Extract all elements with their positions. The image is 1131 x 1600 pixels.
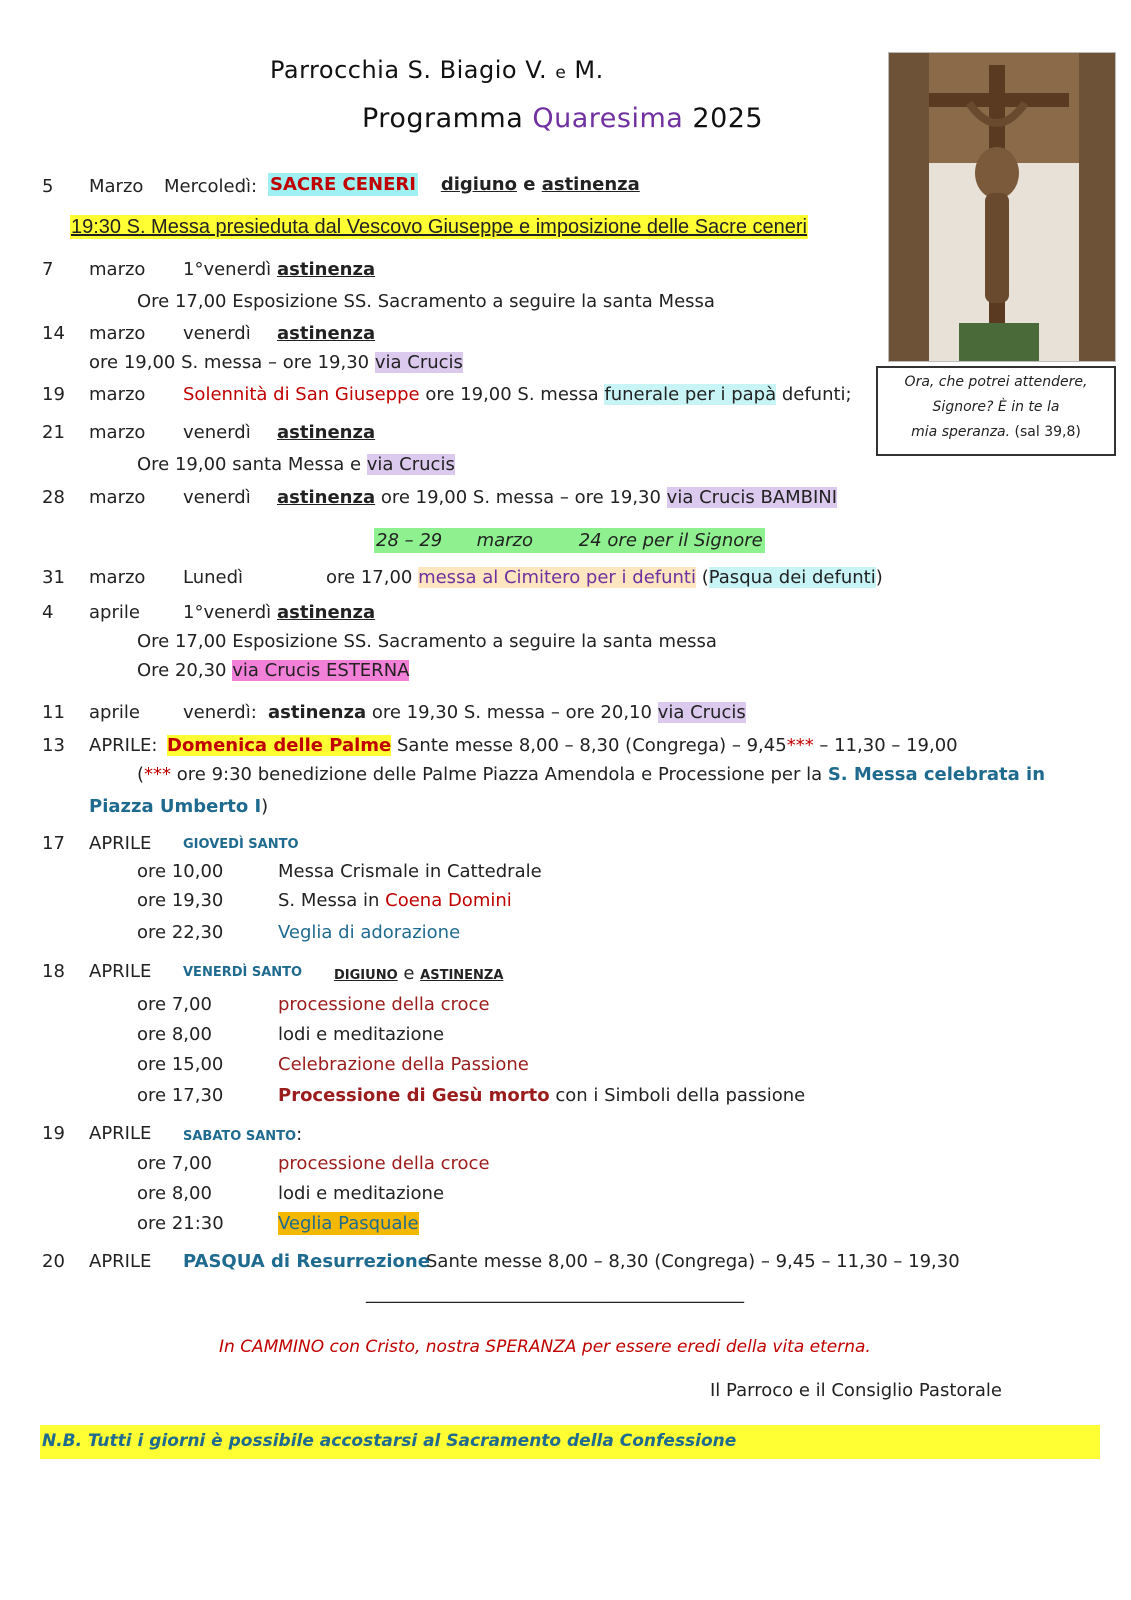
row-detail: Ore 17,00 Esposizione SS. Sacramento a seguire la santa messa xyxy=(137,631,717,652)
row-detail xyxy=(89,796,268,817)
row-events xyxy=(277,487,837,508)
messa-cimitero: messa al Cimitero per i defunti xyxy=(418,567,696,588)
program-title-text: Programma xyxy=(362,103,533,134)
detail-text: ore 9:30 benedizione delle Palme Piazza Amendola e Processione per la xyxy=(171,764,828,785)
row-day: 13 xyxy=(42,735,65,756)
quote-box xyxy=(876,366,1116,456)
item-text: processione della croce xyxy=(278,1153,490,1174)
24-ore-banner xyxy=(374,530,765,551)
row-events xyxy=(268,174,640,195)
row-month: Marzo xyxy=(89,176,144,197)
item-text: Messa Crismale in Cattedrale xyxy=(278,861,542,882)
program-title-quaresima: Quaresima xyxy=(532,103,684,134)
item-time: ore 17,30 xyxy=(137,1085,224,1106)
pasqua: PASQUA di Resurrezione xyxy=(183,1251,430,1272)
veglia-pasquale: Veglia Pasquale xyxy=(278,1213,419,1234)
venerdi-santo: VENERDÌ SANTO xyxy=(183,965,303,980)
via-crucis: via Crucis xyxy=(366,454,455,475)
astinenza: astinenza xyxy=(277,422,376,443)
motto: In CAMMINO con Cristo, nostra SPERANZA per essere eredi della vita eterna. xyxy=(219,1337,871,1357)
sabato-santo-label: SABATO SANTO xyxy=(183,1129,297,1144)
item-text xyxy=(278,890,512,911)
via-crucis: via Crucis xyxy=(374,352,463,373)
crucifix-icon xyxy=(889,53,1115,361)
detail-text: S. Messa in xyxy=(278,890,386,911)
row-day: 19 xyxy=(42,1123,65,1144)
row-month: APRILE xyxy=(89,1251,152,1272)
messa-piazza: S. Messa celebrata in xyxy=(827,764,1046,785)
conj: e xyxy=(397,963,421,984)
piazza-umberto: Piazza Umberto I xyxy=(89,796,262,817)
row-detail xyxy=(137,764,1045,785)
detail-text: Ore 20,30 xyxy=(137,660,233,681)
pasqua-defunti: Pasqua dei defunti xyxy=(708,567,876,588)
row-day: 17 xyxy=(42,833,65,854)
colon: : xyxy=(296,1124,303,1145)
signature: Il Parroco e il Consiglio Pastorale xyxy=(710,1380,1002,1401)
digiuno: DIGIUNO xyxy=(334,968,398,983)
row-day: 31 xyxy=(42,567,65,588)
item-text xyxy=(278,1085,805,1106)
row-month: APRILE xyxy=(89,961,152,982)
row-weekday: venerdì xyxy=(183,487,251,508)
row-month: APRILE xyxy=(89,1123,152,1144)
detail-text: ore 17,00 xyxy=(326,567,419,588)
row-day: 11 xyxy=(42,702,65,723)
row-weekday: venerdì: xyxy=(183,702,257,723)
asterisks: *** xyxy=(144,764,172,785)
item-time: ore 7,00 xyxy=(137,1153,212,1174)
row-month: marzo xyxy=(89,259,146,280)
row-detail: Sante messe 8,00 – 8,30 (Congrega) – 9,45 – 11,30 – 19,30 xyxy=(426,1251,960,1272)
row-day: 28 xyxy=(42,487,65,508)
detail-text: ore 19,00 S. messa – ore 19,30 xyxy=(89,352,375,373)
item-time: ore 7,00 xyxy=(137,994,212,1015)
sacre-ceneri: SACRE CENERI xyxy=(270,174,416,195)
row-detail xyxy=(89,352,463,373)
astinenza: ASTINENZA xyxy=(420,968,504,983)
item-time: ore 8,00 xyxy=(137,1183,212,1204)
via-crucis-esterna: via Crucis ESTERNA xyxy=(232,660,410,681)
item-text: Veglia di adorazione xyxy=(278,922,461,943)
row-weekday: venerdì xyxy=(183,422,251,443)
row-detail xyxy=(137,454,455,475)
parish-title xyxy=(270,56,604,84)
row-events xyxy=(268,702,746,723)
row-events xyxy=(326,567,883,588)
detail-text: ore 19,30 S. messa – ore 20,10 xyxy=(366,702,658,723)
row-weekday: 1°venerdì xyxy=(183,259,272,280)
divider-rule: __________________________________________ xyxy=(366,1283,744,1304)
row-weekday: venerdì xyxy=(183,323,251,344)
paren: ) xyxy=(875,567,883,588)
processione-gesu: Processione di Gesù morto xyxy=(278,1085,550,1106)
quote-line-2: Signore? È in te la xyxy=(932,399,1060,415)
detail-text: – 11,30 – 19,00 xyxy=(813,735,958,756)
row-detail xyxy=(137,660,409,681)
item-text xyxy=(278,1213,419,1234)
via-crucis: via Crucis xyxy=(657,702,746,723)
row-detail: Ore 17,00 Esposizione SS. Sacramento a seguire la santa Messa xyxy=(137,291,715,312)
astinenza: astinenza xyxy=(277,487,376,508)
row-month: APRILE xyxy=(89,833,152,854)
row-weekday: Lunedì xyxy=(183,567,244,588)
row-month: marzo xyxy=(89,567,146,588)
row-month: marzo xyxy=(89,487,146,508)
item-time: ore 8,00 xyxy=(137,1024,212,1045)
astinenza: astinenza xyxy=(277,602,376,623)
row-month: APRILE: xyxy=(89,735,158,756)
row-day: 18 xyxy=(42,961,65,982)
24-ore-text: 28 – 29 marzo 24 ore per il Signore xyxy=(376,530,763,551)
domenica-palme: Domenica delle Palme xyxy=(167,735,392,756)
astinenza: astinenza xyxy=(277,323,376,344)
digiuno-astinenza xyxy=(334,963,503,984)
nb-text: N.B. Tutti i giorni è possibile accostarsi al Sacramento della Confessione xyxy=(42,1431,737,1451)
item-time: ore 15,00 xyxy=(137,1054,224,1075)
conj: e xyxy=(516,174,542,195)
quote-reference: (sal 39,8) xyxy=(1010,424,1081,440)
digiuno: digiuno xyxy=(440,174,517,195)
quote-line-3: mia speranza. xyxy=(911,424,1011,440)
row-month: marzo xyxy=(89,323,146,344)
ash-wednesday-text: 19:30 S. Messa presieduta dal Vescovo Giuseppe e imposizione delle Sacre ceneri xyxy=(71,216,807,238)
astinenza: astinenza xyxy=(541,174,640,195)
row-events xyxy=(167,735,958,756)
ash-wednesday-mass xyxy=(70,216,808,239)
funerale-papa: funerale per i papà xyxy=(604,384,777,405)
row-month: aprile xyxy=(89,702,140,723)
detail-text: Ore 19,00 santa Messa e xyxy=(137,454,367,475)
row-events xyxy=(183,384,852,405)
astinenza: astinenza xyxy=(268,702,367,723)
row-month: aprile xyxy=(89,602,140,623)
row-day: 4 xyxy=(42,602,54,623)
row-month: marzo xyxy=(89,422,146,443)
row-day: 7 xyxy=(42,259,54,280)
detail-text: Sante messe 8,00 – 8,30 (Congrega) – 9,45 xyxy=(391,735,787,756)
row-day: 19 xyxy=(42,384,65,405)
row-day: 20 xyxy=(42,1251,65,1272)
item-text: lodi e meditazione xyxy=(278,1024,445,1045)
coena-domini: Coena Domini xyxy=(385,890,512,911)
astinenza: astinenza xyxy=(277,259,376,280)
item-time: ore 22,30 xyxy=(137,922,224,943)
row-day: 21 xyxy=(42,422,65,443)
paren: ) xyxy=(261,796,269,817)
paren: ( xyxy=(137,764,145,785)
detail-text: con i Simboli della passione xyxy=(549,1085,806,1106)
asterisks: *** xyxy=(786,735,814,756)
crucifix-photo xyxy=(888,52,1116,362)
via-crucis-bambini: via Crucis BAMBINI xyxy=(666,487,838,508)
program-title xyxy=(362,103,763,134)
item-time: ore 10,00 xyxy=(137,861,224,882)
detail-text: ore 19,00 S. messa xyxy=(419,384,605,405)
item-time: ore 19,30 xyxy=(137,890,224,911)
program-title-year: 2025 xyxy=(683,103,764,134)
sabato-santo xyxy=(183,1124,302,1145)
paren: ( xyxy=(695,567,709,588)
parish-title-text: Parrocchia S. Biagio V. xyxy=(270,56,556,84)
row-month: marzo xyxy=(89,384,146,405)
detail-text: ore 19,00 S. messa – ore 19,30 xyxy=(375,487,667,508)
parish-title-end: M. xyxy=(566,56,604,84)
parish-title-e: e xyxy=(555,63,567,83)
detail-text: defunti; xyxy=(776,384,852,405)
item-time: ore 21:30 xyxy=(137,1213,224,1234)
san-giuseppe: Solennità di San Giuseppe xyxy=(183,384,420,405)
row-day: 5 xyxy=(42,176,54,197)
quote-line-1: Ora, che potrei attendere, xyxy=(904,374,1088,390)
item-text: processione della croce xyxy=(278,994,490,1015)
giovedi-santo: GIOVEDÌ SANTO xyxy=(183,837,299,852)
item-text: lodi e meditazione xyxy=(278,1183,445,1204)
row-weekday: 1°venerdì xyxy=(183,602,272,623)
row-day: 14 xyxy=(42,323,65,344)
row-weekday: Mercoledì: xyxy=(164,176,258,197)
item-text: Celebrazione della Passione xyxy=(278,1054,529,1075)
nb-banner xyxy=(40,1425,1100,1459)
